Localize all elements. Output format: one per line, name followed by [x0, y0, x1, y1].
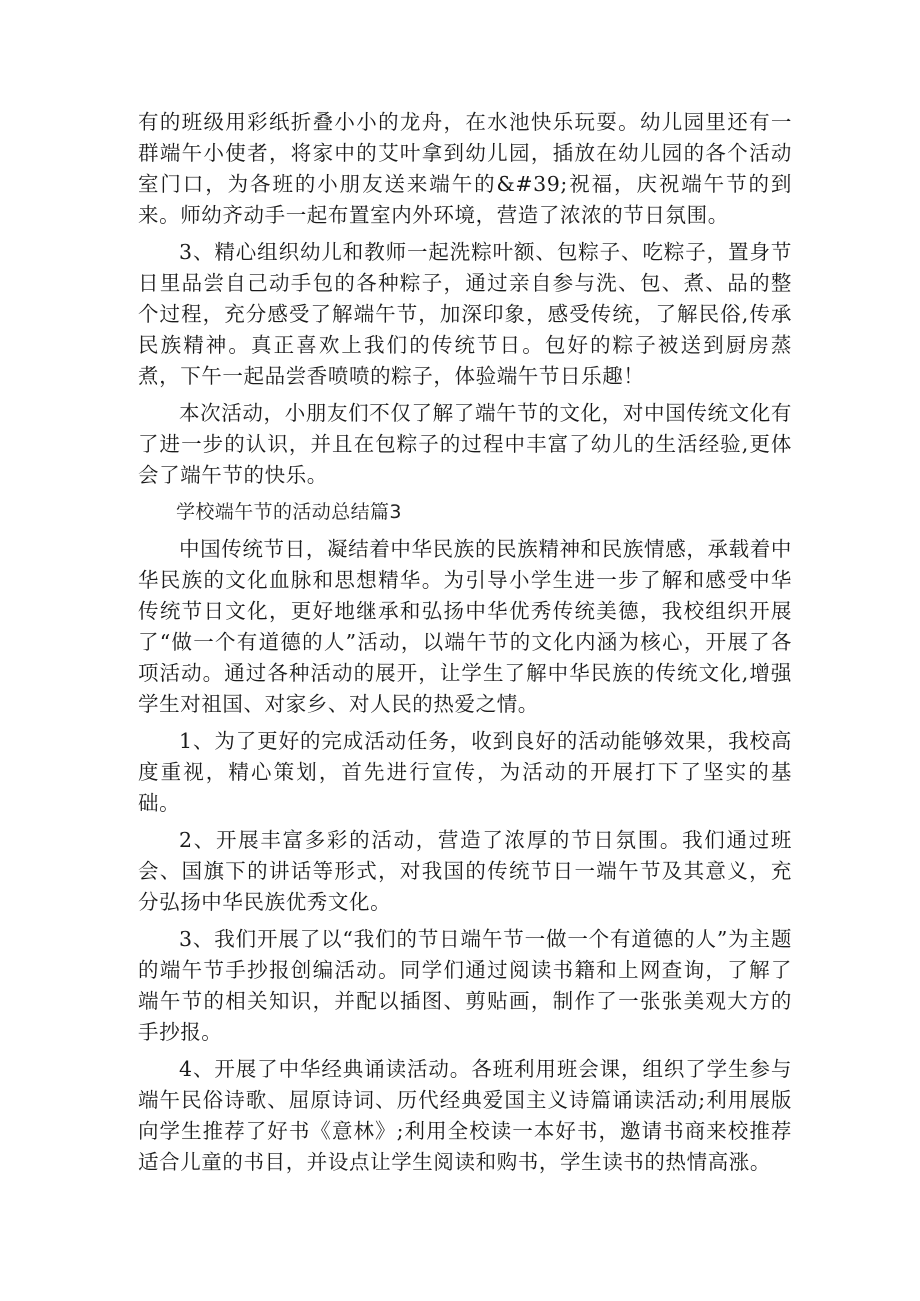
- paragraph-summary: 本次活动，小朋友们不仅了解了端午节的文化，对中国传统文化有了进一步的认识，并且在包粽子的过程中丰富了幼儿的生活经验,更体会了端午节的快乐。: [138, 401, 792, 487]
- paragraph-item-2: 2、开展丰富多彩的活动，营造了浓厚的节日氛围。我们通过班会、国旗下的讲话等形式，对我国的传统节日一端午节及其意义，充分弘扬中华民族优秀文化。: [138, 828, 792, 914]
- paragraph-item-3: 3、我们开展了以“我们的节日端午节一做一个有道德的人”为主题的端午节手抄报创编活动。同学们通过阅读书籍和上网查询，了解了端午节的相关知识，并配以插图、剪贴画，制作了一张张美观大方的手抄报。: [138, 927, 792, 1044]
- paragraph-item-1: 1、为了更好的完成活动任务，收到良好的活动能够效果，我校高度重视，精心策划，首先进行宣传，为活动的开展打下了坚实的基础。: [138, 729, 792, 815]
- paragraph-continuation: 有的班级用彩纸折叠小小的龙舟，在水池快乐玩耍。幼儿园里还有一群端午小使者，将家中的艾叶拿到幼儿园，插放在幼儿园的各个活动室门口，为各班的小朋友送来端午的&#39;祝福，庆祝端午节的到来。师幼齐动手一起布置室内外环境，营造了浓浓的节日氛围。: [138, 110, 792, 227]
- document-body: [138, 107, 792, 1184]
- paragraph-intro: 中国传统节日，凝结着中华民族的民族精神和民族情感，承载着中华民族的文化血脉和思想精华。为引导小学生进一步了解和感受中华传统节日文化，更好地继承和弘扬中华优秀传统美德，我校组织开展了“做一个有道德的人”活动，以端午节的文化内涵为核心，开展了各项活动。通过各种活动的展开，让学生了解中华民族的传统文化,增强学生对祖国、对家乡、对人民的热爱之情。: [138, 537, 792, 716]
- paragraph-item-3-zongzi: 3、精心组织幼儿和教师一起洗粽叶额、包粽子、吃粽子，置身节日里品尝自己动手包的各种粽子，通过亲自参与洗、包、煮、品的整个过程，充分感受了解端午节，加深印象，感受传统，了解民俗,传承民族精神。真正喜欢上我们的传统节日。包好的粽子被送到厨房蒸煮，下午一起品尝香喷喷的粽子，体验端午节日乐趣！: [138, 240, 792, 388]
- section-heading: 学校端午节的活动总结篇3: [176, 501, 402, 523]
- paragraph-item-4: 4、开展了中华经典诵读活动。各班利用班会课，组织了学生参与端午民俗诗歌、屈原诗词、历代经典爱国主义诗篇诵读活动;利用展版向学生推荐了好书《意林》;利用全校读一本好书，邀请书商来校推荐适合儿童的书目，并设点让学生阅读和购书，学生读书的热情高涨。: [138, 1057, 792, 1174]
